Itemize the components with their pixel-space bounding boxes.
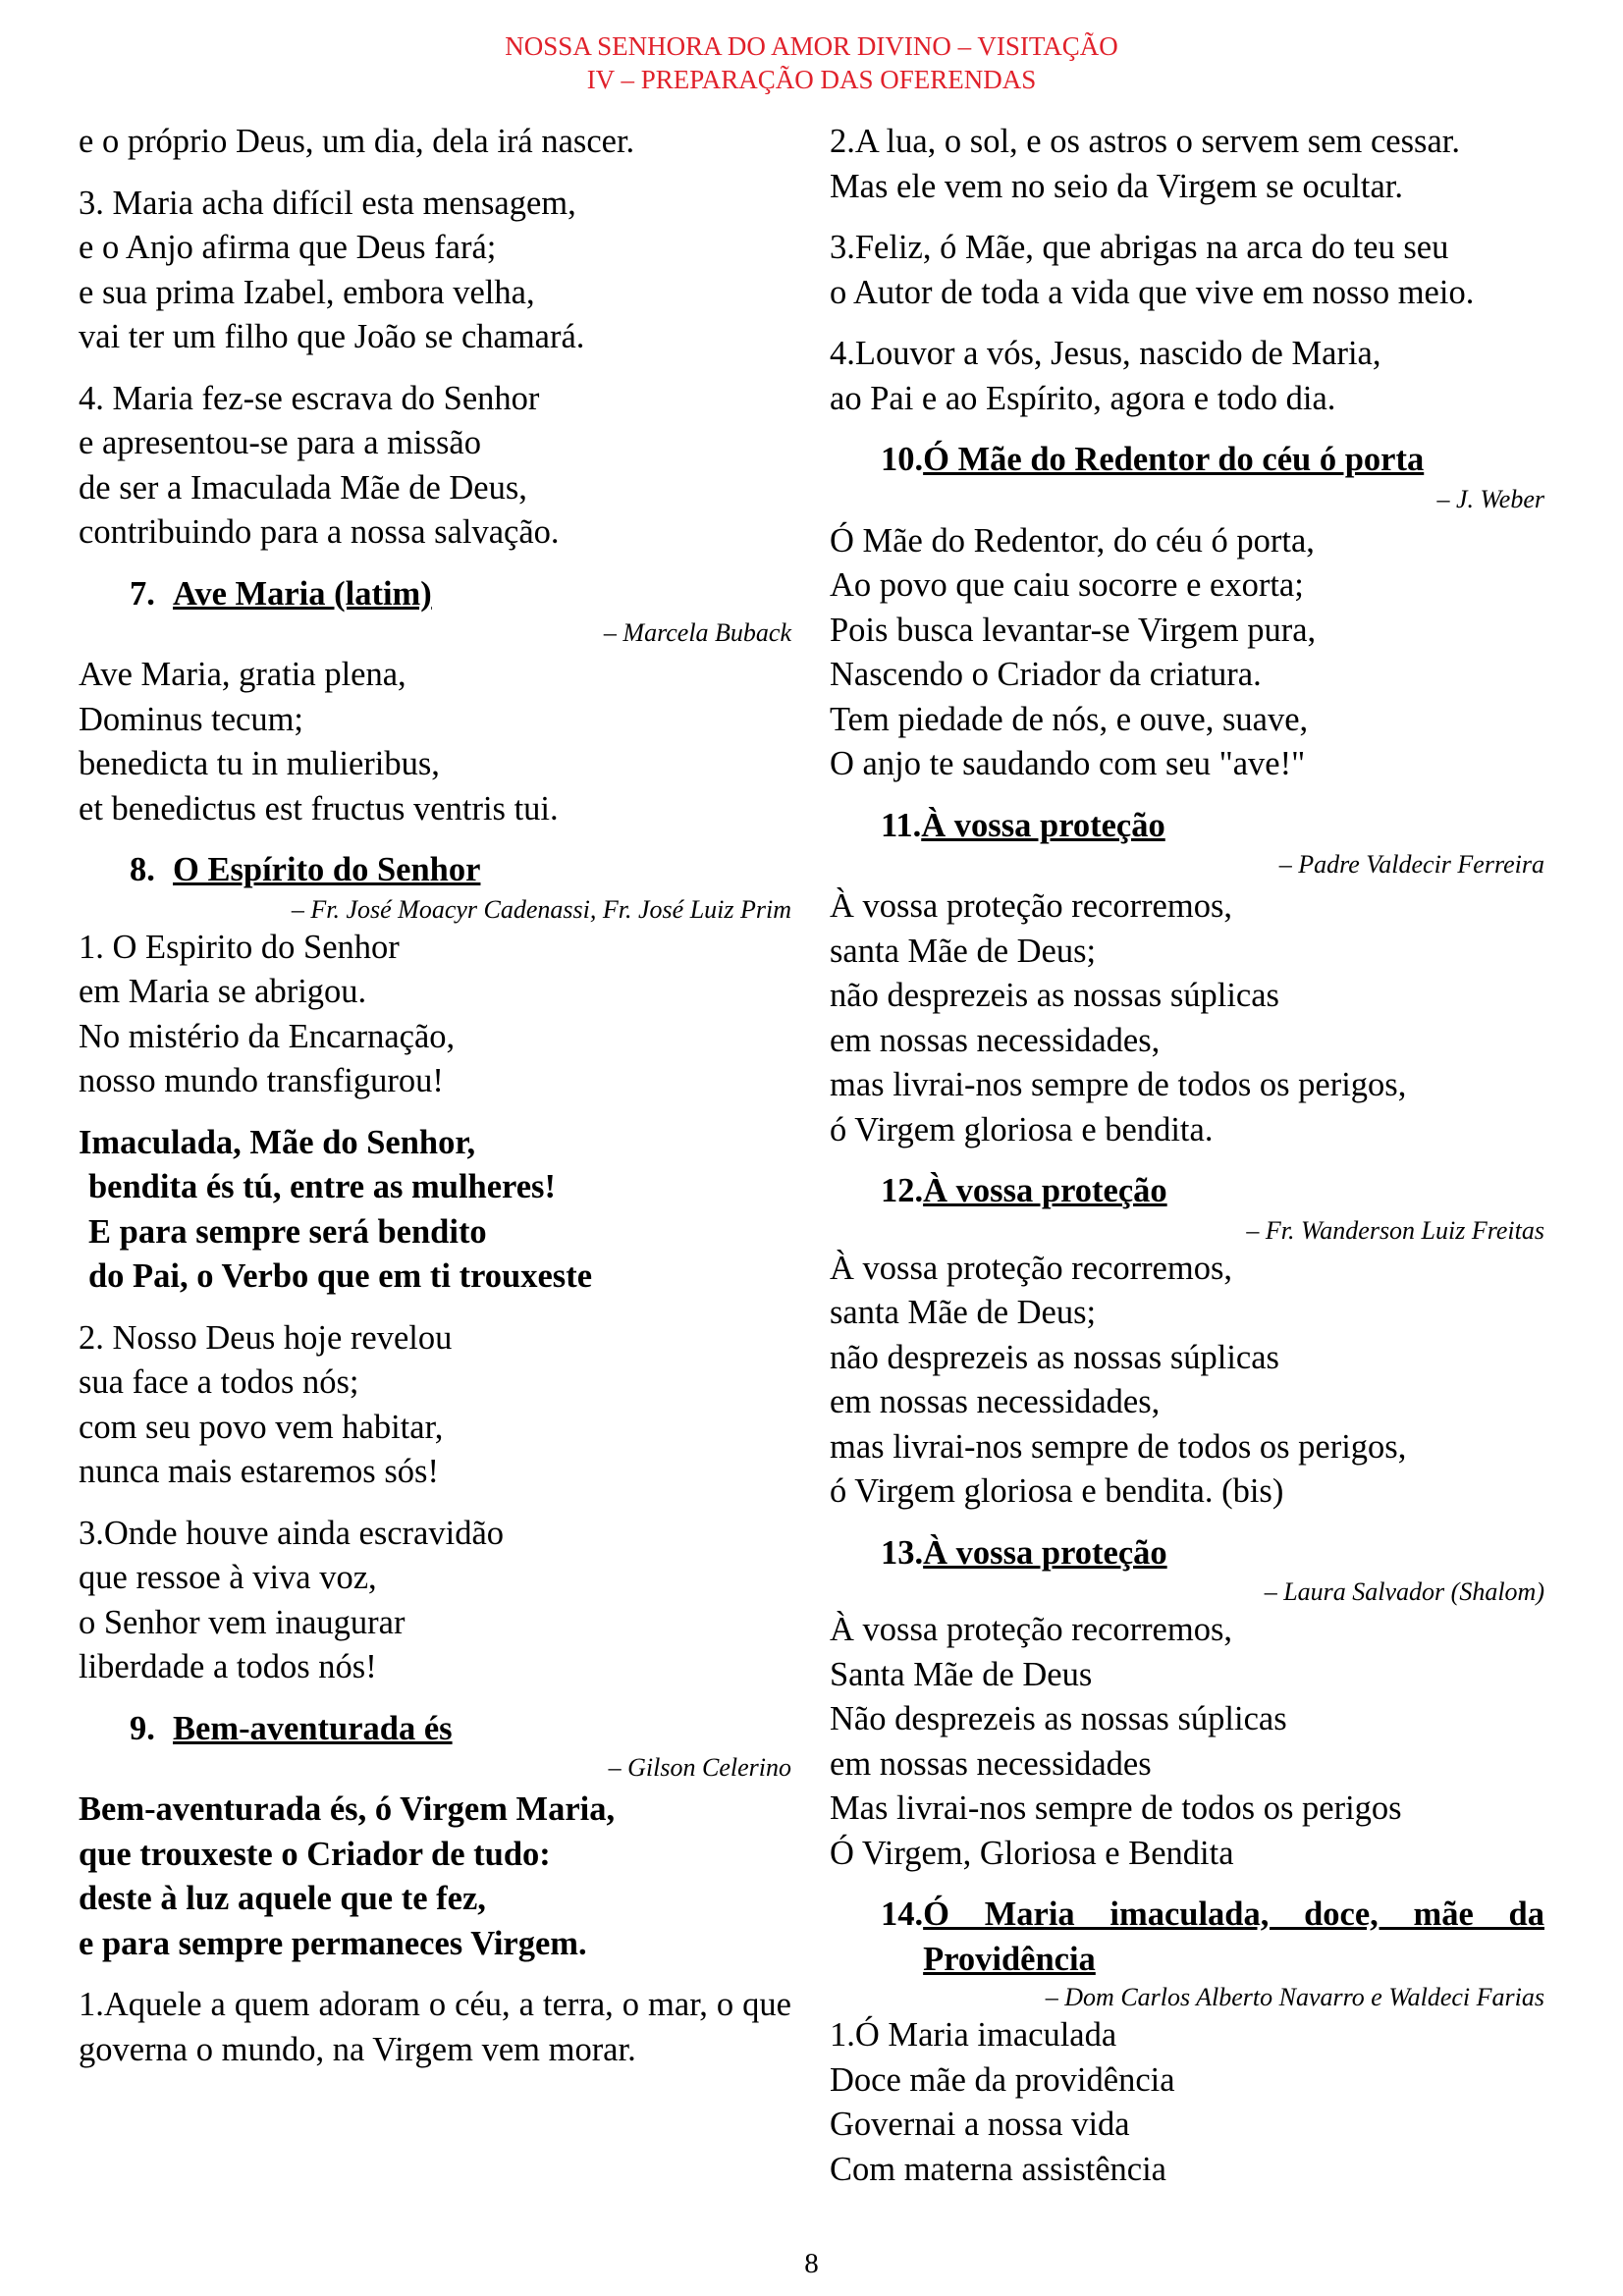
right-column [830,120,1544,2209]
refrain-line: bendita és tú, entre as mulheres! [88,1168,556,1205]
song-13-lyrics [830,1608,1544,1876]
left-column [79,120,791,2089]
song-9-author: – Gilson Celerino [608,1753,791,1782]
song-number: 11. [881,806,922,844]
song-8-stanza-3 [79,1512,791,1690]
song-9-stanza-4 [830,332,1544,421]
verse-line: nunca mais estaremos sós! [79,1453,439,1490]
verse-line: 2. Nosso Deus hoje revelou [79,1318,453,1357]
verse-line: ao Pai e ao Espírito, agora e todo dia. [830,379,1336,417]
refrain-line: do Pai, o Verbo que em ti trouxeste [88,1257,593,1295]
verse-line: 2.A lua, o sol, e os astros o servem sem cessar. [830,123,1460,160]
verse-line: Doce mãe da providência [830,2060,1175,2099]
verse-line: Ave Maria, gratia plena, [79,656,406,693]
song-11-lyrics [830,884,1544,1152]
verse-line: 3.Onde houve ainda escravidão [79,1514,505,1552]
verse-line: Não desprezeis as nossas súplicas [830,1700,1287,1737]
header-line-1: NOSSA SENHORA DO AMOR DIVINO – VISITAÇÃO [505,31,1118,61]
verse-line: não desprezeis as nossas súplicas [830,1338,1279,1376]
verse-line: Governai a nossa vida [830,2106,1130,2143]
verse-line: e o próprio Deus, um dia, dela irá nascer. [79,123,635,160]
verse-line: et benedictus est fructus ventris tui. [79,789,559,828]
verse-line: Santa Mãe de Deus [830,1655,1093,1693]
verse-line: Ó Virgem, Gloriosa e Bendita [830,1834,1234,1872]
song-number: 10. [881,441,924,478]
refrain-line: E para sempre será bendito [88,1212,487,1251]
verse-line: Mas livrai-nos sempre de todos os perigos [830,1789,1402,1827]
song-13-author: – Laura Salvador (Shalom) [1264,1577,1544,1606]
verse-line: santa Mãe de Deus; [830,932,1097,970]
song-10-author: – J. Weber [1436,484,1544,513]
verse-line: em nossas necessidades, [830,1383,1161,1420]
verse-line: Com materna assistência [830,2150,1166,2188]
verse-line: 4.Louvor a vós, Jesus, nascido de Maria, [830,335,1381,372]
verse-line: 1. O Espirito do Senhor [79,928,400,966]
verse-line: 4. Maria fez-se escrava do Senhor [79,379,540,417]
song-title: Ave Maria (latim) [173,574,432,613]
song-10-title [830,438,1544,483]
verse-line: de ser a Imaculada Mãe de Deus, [79,468,527,507]
verse-line: ó Virgem gloriosa e bendita. (bis) [830,1472,1284,1510]
song-7-title [79,572,791,617]
verse-line: mas livrai-nos sempre de todos os perigos, [830,1427,1407,1466]
verse-line: em nossas necessidades [830,1744,1152,1783]
song-number: 12. [881,1172,924,1209]
verse-line: nosso mundo transfigurou! [79,1062,444,1099]
song-7-author: – Marcela Buback [603,618,791,647]
verse-line: No mistério da Encarnação, [79,1017,456,1055]
refrain-line: e para sempre permaneces Virgem. [79,1924,587,1962]
verse-line: 1.Ó Maria imaculada [830,2016,1117,2054]
song-title: Ó Maria imaculada, doce, mãe da Providência [923,1896,1544,1978]
song-8-title [79,848,791,893]
song-7-lyrics [79,653,791,831]
verse-line: 3. Maria acha difícil esta mensagem, [79,184,576,222]
verse-line: liberdade a todos nós! [79,1648,377,1685]
verse-line: À vossa proteção recorremos, [830,887,1233,925]
song-number: 13. [881,1533,924,1572]
verse-line: não desprezeis as nossas súplicas [830,977,1279,1014]
song-9-stanza-2 [830,120,1544,209]
song-10-lyrics [830,519,1544,787]
song-title: Bem-aventurada és [173,1709,453,1747]
song-8-stanza-1 [79,926,791,1104]
verse-line: Pois busca levantar-se Virgem pura, [830,611,1317,649]
verse-line: vai ter um filho que João se chamará. [79,318,585,355]
refrain-line: Imaculada, Mãe do Senhor, [79,1123,476,1161]
verse-line: Ao povo que caiu socorre e exorta; [830,566,1304,604]
verse-line: e o Anjo afirma que Deus fará; [79,229,497,266]
verse-line: benedicta tu in mulieribus, [79,745,440,782]
verse-line: em Maria se abrigou. [79,973,367,1010]
song-11-author: – Padre Valdecir Ferreira [1278,850,1544,879]
song-14-title [881,1893,1544,1982]
verse-line: e sua prima Izabel, embora velha, [79,273,535,311]
verse-line: Dominus tecum; [79,700,304,738]
song-8-refrain [79,1121,791,1300]
verse-line: Ó Mãe do Redentor, do céu ó porta, [830,521,1315,560]
song-number: 9. [130,1709,155,1747]
verse-line: em nossas necessidades, [830,1021,1161,1059]
stanza-intro [79,120,791,165]
verse-line: mas livrai-nos sempre de todos os perigos, [830,1066,1407,1103]
song-12-author: – Fr. Wanderson Luiz Freitas [1246,1215,1544,1245]
song-number: 7. [130,574,155,613]
song-9-title [79,1707,791,1752]
refrain-line: Bem-aventurada és, ó Virgem Maria, [79,1790,616,1828]
song-title: À vossa proteção [923,1172,1167,1209]
song-14-lyrics [830,2013,1544,2192]
verse-line: santa Mãe de Deus; [830,1294,1097,1331]
song-11-title [830,804,1544,849]
song-title: À vossa proteção [921,806,1165,844]
song-title: À vossa proteção [923,1533,1167,1572]
song-14-author: – Dom Carlos Alberto Navarro e Waldeci Farias [1045,1983,1544,2011]
refrain-line: que trouxeste o Criador de tudo: [79,1835,551,1873]
song-13-title [830,1531,1544,1576]
song-12-lyrics [830,1247,1544,1515]
song-title: Ó Mãe do Redentor do céu ó porta [923,441,1425,478]
song-8-stanza-2 [79,1316,791,1495]
verse-line: O anjo te saudando com seu "ave!" [830,745,1306,782]
verse-line: ó Virgem gloriosa e bendita. [830,1110,1214,1148]
stanza-4 [79,377,791,556]
verse-line: o Senhor vem inaugurar [79,1603,406,1641]
stanza-3 [79,182,791,360]
song-9-stanza-1: 1.Aquele a quem adoram o céu, a terra, o mar, o que governa o mundo, na Virgem vem morar. [79,1986,791,2068]
song-8-author: – Fr. José Moacyr Cadenassi, Fr. José Luiz Prim [291,894,791,924]
verse-line: sua face a todos nós; [79,1363,359,1401]
song-9-refrain [79,1788,791,1966]
song-number: 14. [881,1896,924,1933]
song-number: 8. [130,851,155,888]
header-line-2: IV – PREPARAÇÃO DAS OFERENDAS [586,65,1037,94]
verse-line: com seu povo vem habitar, [79,1408,444,1446]
verse-line: Tem piedade de nós, e ouve, suave, [830,700,1309,738]
verse-line: que ressoe à viva voz, [79,1559,377,1596]
song-9-stanza-3 [830,226,1544,315]
refrain-line: deste à luz aquele que te fez, [79,1880,486,1917]
page-number: 8 [804,2248,819,2279]
verse-line: À vossa proteção recorremos, [830,1611,1233,1648]
page-header [0,29,1623,96]
verse-line: contribuindo para a nossa salvação. [79,513,560,551]
song-12-title [830,1169,1544,1214]
verse-line: Mas ele vem no seio da Virgem se ocultar. [830,167,1403,205]
verse-line: o Autor de toda a vida que vive em nosso meio. [830,273,1475,311]
verse-line: Nascendo o Criador da criatura. [830,656,1262,693]
verse-line: À vossa proteção recorremos, [830,1249,1233,1287]
verse-line: e apresentou-se para a missão [79,424,481,461]
verse-line: 3.Feliz, ó Mãe, que abrigas na arca do teu seu [830,229,1449,266]
song-title: O Espírito do Senhor [173,851,481,888]
